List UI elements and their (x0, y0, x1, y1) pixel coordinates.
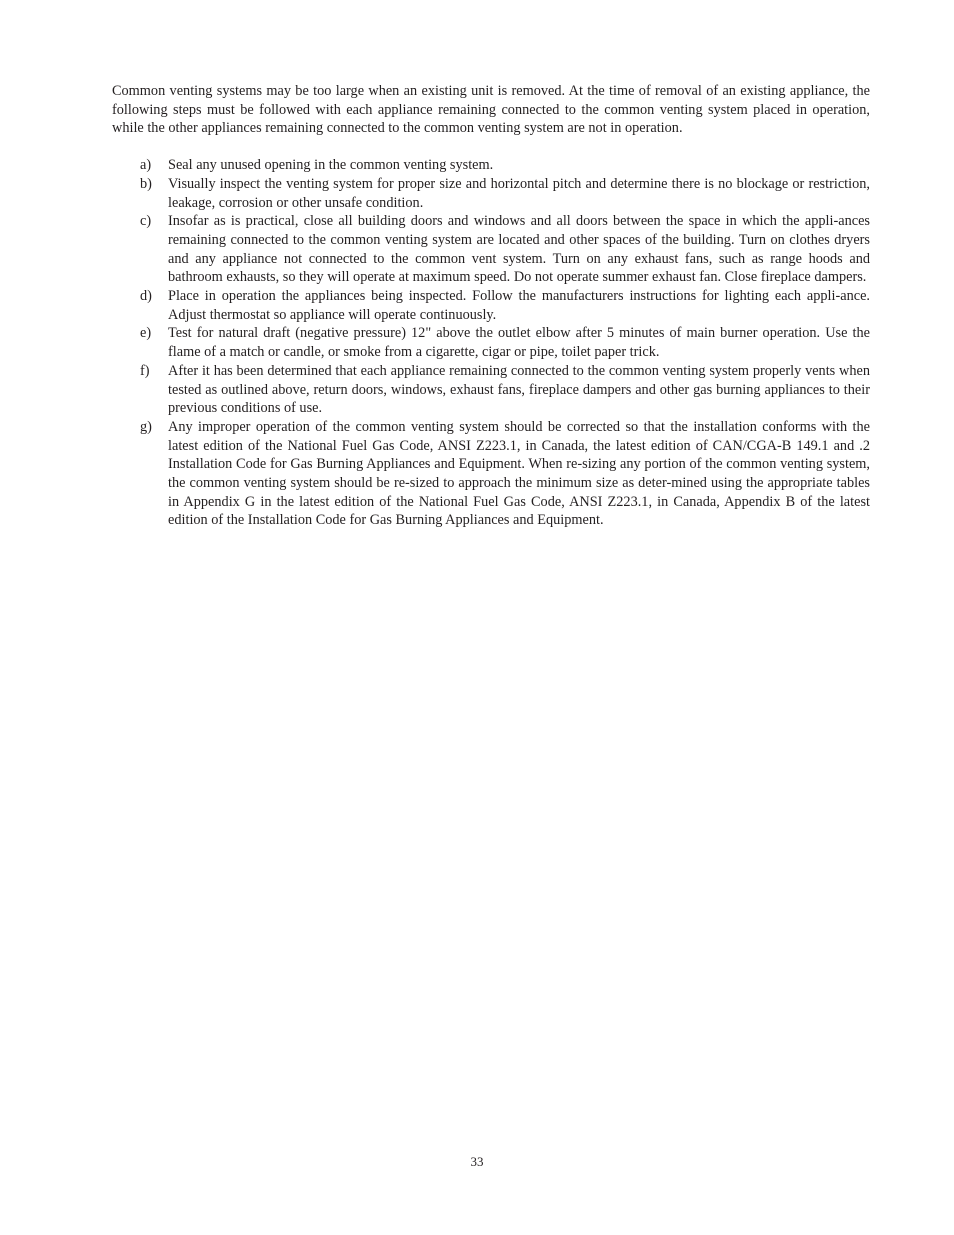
step-marker: b) (140, 175, 152, 192)
step-text: Place in operation the appliances being inspected. Follow the manufacturers instructions for lighting each appli-ance. Adjust thermostat so appliance will operate continuously. (168, 288, 870, 323)
step-item-f (112, 362, 870, 418)
step-text: After it has been determined that each appliance remaining connected to the common venting system properly vents when tested as outlined above, return doors, windows, exhaust fans, fireplace dampers and other gas burning appliances to their previous conditions of use. (168, 362, 870, 417)
step-item-a (112, 156, 870, 175)
intro-paragraph: Common venting systems may be too large when an existing unit is removed. At the time of removal of an existing appliance, the following steps must be followed with each appliance remaining connected to the common venting system placed in operation, while the other appliances remaining connected to the common venting system are not in operation. (112, 83, 870, 137)
step-marker: a) (140, 157, 152, 174)
step-text: Insofar as is practical, close all building doors and windows and all doors between the space in which the appli-ances remaining connected to the common venting system are located and other spaces of the building. Turn on clothes dryers and any appliance not connected to the common vent system. Turn on any exhaust fans, such as range hoods and bathroom exhausts, so they will operate at maximum speed. Do not operate summer exhaust fan. Close fireplace dampers. (168, 213, 870, 286)
step-marker: f) (140, 362, 150, 379)
step-item-d (112, 287, 870, 324)
steps-list (112, 156, 870, 530)
step-text: Test for natural draft (negative pressure) 12" above the outlet elbow after 5 minutes of main burner operation. Use the flame of a match or candle, or smoke from a cigarette, cigar or pipe, toilet paper trick. (168, 325, 870, 361)
step-text: Visually inspect the venting system for proper size and horizontal pitch and determine there is no blockage or restriction, leakage, corrosion or other unsafe condition. (168, 175, 870, 211)
step-item-e (112, 324, 870, 361)
step-item-g (112, 418, 870, 530)
page-number: 33 (470, 1154, 484, 1169)
page-content (112, 82, 870, 530)
step-marker: e) (140, 325, 152, 342)
step-item-b (112, 175, 870, 212)
step-marker: d) (140, 288, 152, 305)
step-text: Seal any unused opening in the common venting system. (168, 157, 494, 174)
step-item-c (112, 212, 870, 287)
step-marker: g) (140, 418, 152, 435)
step-marker: c) (140, 213, 152, 230)
step-text: Any improper operation of the common venting system should be corrected so that the installation conforms with the latest edition of the National Fuel Gas Code, ANSI Z223.1, in Canada, the latest edition of CAN/CGA-B 149.1 and .2 Installation Code for Gas Burning Appliances and Equipment. When re-sizing any portion of the common venting system, the common venting system should be re-sized to approach the minimum size as deter-mined using the appropriate tables in Appendix G in the latest edition of the National Fuel Gas Code, ANSI Z223.1, in Canada, Appendix B of the latest edition of the Installation Code for Gas Burning Appliances and Equipment. (168, 418, 870, 529)
